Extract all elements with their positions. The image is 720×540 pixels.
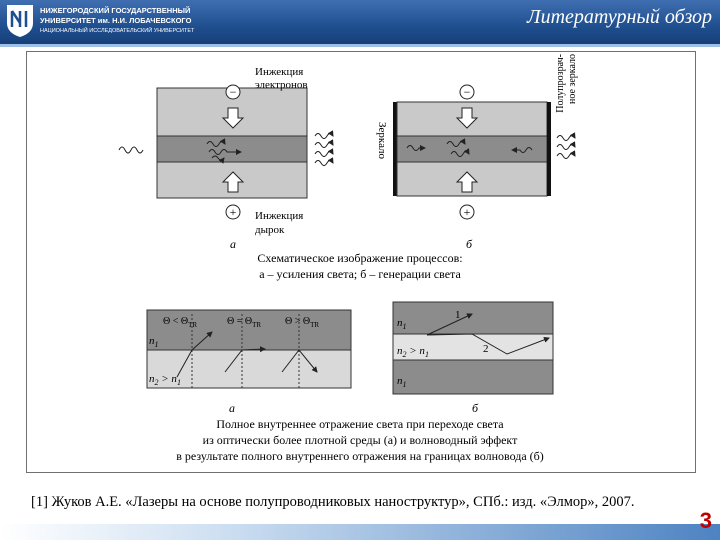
bottom-caption-line-2: из оптически более плотной среды (а) и волноводный эффект bbox=[202, 433, 518, 447]
university-name bbox=[40, 6, 194, 36]
laser-diagram bbox=[376, 54, 578, 251]
wg-n1-top-label: $n_1$ bbox=[397, 317, 407, 331]
amplifier-diagram bbox=[119, 66, 333, 251]
university-line-3: НАЦИОНАЛЬНЫЙ ИССЛЕДОВАТЕЛЬСКИЙ УНИВЕРСИТЕТ bbox=[40, 28, 195, 34]
plus-sign: + bbox=[229, 205, 237, 219]
mirror-label: Зеркало bbox=[376, 122, 388, 160]
theta-less-label: $\Theta < \Theta_{TR}$ bbox=[163, 316, 198, 329]
reference-text: [1] Жуков А.Е. «Лазеры на основе полупроводниковых наноструктур», СПб.: изд. «Элмор», 2007. bbox=[31, 494, 635, 510]
svg-text:Инжекция bbox=[255, 66, 303, 78]
n1-label: $n_1$ bbox=[149, 335, 159, 349]
ray-1-label: 1 bbox=[455, 309, 461, 321]
theta-greater-label: $\Theta > \Theta_{TR}$ bbox=[285, 316, 320, 329]
university-line-2: УНИВЕРСИТЕТ им. Н.И. ЛОБАЧЕВСКОГО bbox=[40, 16, 192, 25]
wg-n1-bottom-label: $n_1$ bbox=[397, 375, 407, 389]
theta-equal-label: $\Theta = \Theta_{TR}$ bbox=[227, 316, 262, 329]
top-caption-line-2: а – усиления света; б – генерации света bbox=[259, 267, 461, 281]
tir-diagram bbox=[147, 310, 351, 415]
page-number: 3 bbox=[699, 508, 712, 533]
semi-mirror-label-2: ное зеркало bbox=[567, 54, 578, 105]
amplifier-sub-label: а bbox=[230, 237, 236, 251]
university-logo-icon bbox=[4, 3, 36, 39]
waveguide-sub-label: б bbox=[471, 401, 479, 415]
tir-sub-label: а bbox=[229, 401, 235, 415]
svg-text:Инжекция bbox=[255, 210, 303, 222]
svg-text:дырок bbox=[255, 224, 285, 236]
minus-sign: − bbox=[229, 85, 237, 99]
bottom-caption-line-1: Полное внутреннее отражение света при переходе света bbox=[216, 417, 504, 431]
bottom-caption-line-3: в результате полного внутреннего отражения на границах волновода (б) bbox=[176, 449, 544, 463]
hole-injection-label-2: дырок bbox=[255, 224, 285, 236]
laser-sub-label: б bbox=[465, 237, 473, 251]
footer-bar bbox=[0, 524, 720, 540]
wg-n2-label: $n_2 > n_1$ bbox=[397, 345, 429, 359]
laser-plus-sign: + bbox=[463, 205, 471, 219]
electron-injection-label-1: Инжекция bbox=[255, 66, 304, 78]
top-caption-line-1: Схематическое изображение процессов: bbox=[257, 251, 463, 265]
header-divider bbox=[0, 44, 720, 47]
laser-minus-sign: − bbox=[463, 85, 471, 99]
slide-title: Литературный обзор bbox=[527, 6, 712, 28]
electron-injection-label-2: электронов bbox=[255, 79, 308, 91]
n2-label: $n_2 > n_1$ bbox=[149, 373, 181, 387]
semi-mirror-label-1: Полупрозрач- bbox=[555, 54, 566, 113]
input-wave-icon bbox=[119, 147, 143, 153]
svg-text:электронов bbox=[255, 79, 308, 91]
figure-panel bbox=[26, 51, 696, 473]
university-line-1: НИЖЕГОРОДСКИЙ ГОСУДАРСТВЕННЫЙ bbox=[40, 6, 191, 15]
ray-2-label: 2 bbox=[483, 343, 489, 355]
hole-injection-label-1: Инжекция bbox=[255, 210, 304, 222]
waveguide-diagram bbox=[393, 302, 553, 415]
